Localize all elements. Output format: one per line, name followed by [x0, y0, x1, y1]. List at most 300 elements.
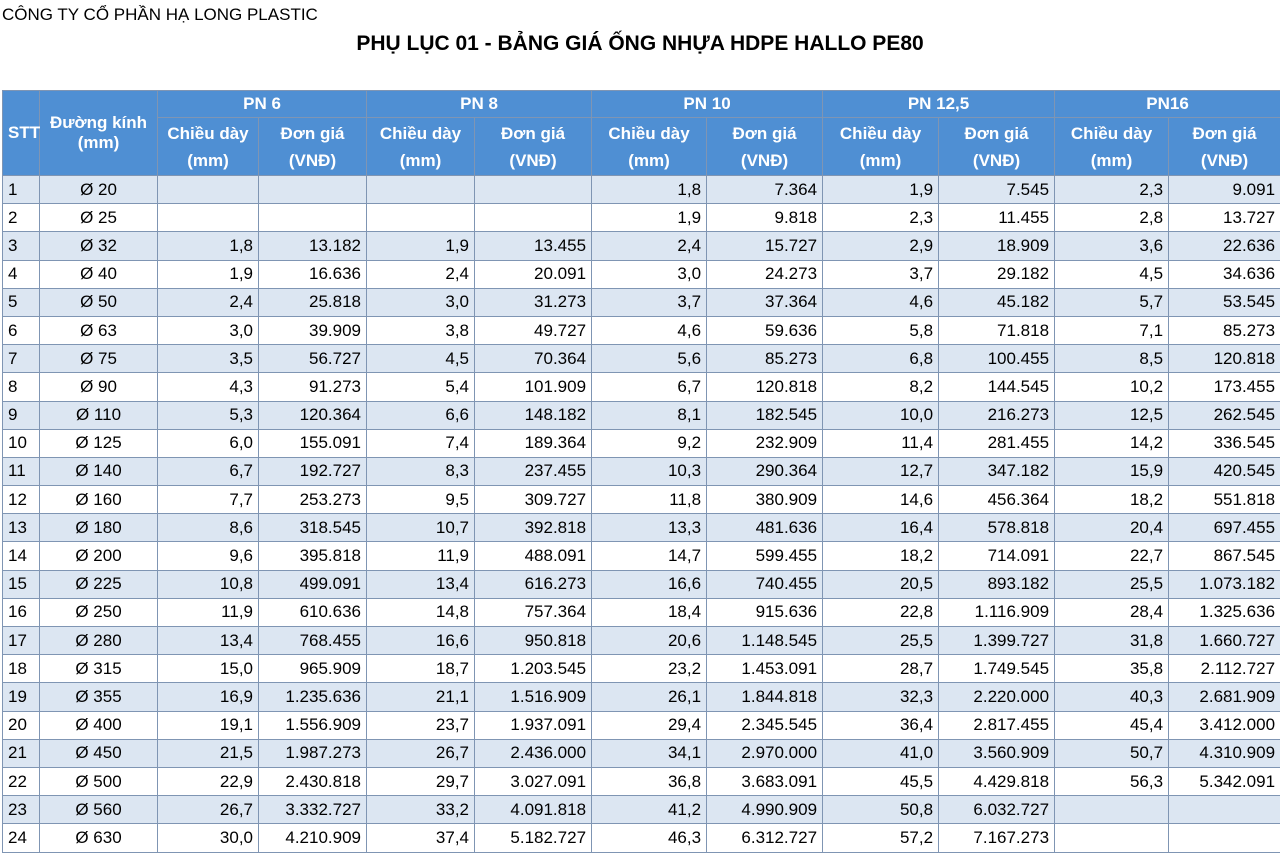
price-cell: 499.091 — [259, 570, 367, 598]
header-diameter-label: Đường kính — [45, 113, 152, 133]
diameter-cell: Ø 200 — [40, 542, 158, 570]
thickness-cell: 6,6 — [367, 401, 475, 429]
price-cell: 120.818 — [707, 373, 823, 401]
thickness-cell: 14,8 — [367, 598, 475, 626]
diameter-cell: Ø 500 — [40, 767, 158, 795]
thickness-cell: 18,2 — [1055, 486, 1169, 514]
price-cell: 3.683.091 — [707, 767, 823, 795]
price-cell: 13.455 — [475, 232, 592, 260]
diameter-cell: Ø 355 — [40, 683, 158, 711]
price-cell: 39.909 — [259, 316, 367, 344]
diameter-cell: Ø 560 — [40, 796, 158, 824]
thickness-cell: 8,3 — [367, 457, 475, 485]
price-cell: 1.660.727 — [1169, 627, 1280, 655]
header-price-label: Đơn giá — [1174, 120, 1275, 147]
price-cell: 2.112.727 — [1169, 655, 1280, 683]
header-thickness-unit: (mm) — [372, 147, 469, 174]
price-cell: 5.342.091 — [1169, 767, 1280, 795]
thickness-cell: 6,7 — [592, 373, 707, 401]
price-cell: 262.545 — [1169, 401, 1280, 429]
table-row — [3, 429, 1280, 457]
price-cell: 4.091.818 — [475, 796, 592, 824]
price-cell: 13.182 — [259, 232, 367, 260]
thickness-cell: 16,9 — [158, 683, 259, 711]
thickness-cell: 1,8 — [158, 232, 259, 260]
thickness-cell: 10,3 — [592, 457, 707, 485]
price-cell — [475, 176, 592, 204]
price-cell: 6.312.727 — [707, 824, 823, 852]
thickness-cell: 4,5 — [367, 345, 475, 373]
thickness-cell: 3,0 — [367, 288, 475, 316]
thickness-cell: 2,8 — [1055, 204, 1169, 232]
stt-cell: 23 — [3, 796, 40, 824]
stt-cell: 13 — [3, 514, 40, 542]
price-cell: 34.636 — [1169, 260, 1280, 288]
table-row — [3, 767, 1280, 795]
price-cell: 336.545 — [1169, 429, 1280, 457]
table-row — [3, 373, 1280, 401]
price-cell: 768.455 — [259, 627, 367, 655]
price-cell: 4.310.909 — [1169, 739, 1280, 767]
thickness-cell: 18,2 — [823, 542, 939, 570]
price-cell: 7.364 — [707, 176, 823, 204]
price-cell: 867.545 — [1169, 542, 1280, 570]
thickness-cell: 3,5 — [158, 345, 259, 373]
table-body — [3, 176, 1280, 853]
table-row — [3, 316, 1280, 344]
table-row — [3, 824, 1280, 852]
diameter-cell: Ø 40 — [40, 260, 158, 288]
thickness-cell: 50,7 — [1055, 739, 1169, 767]
thickness-cell: 36,8 — [592, 767, 707, 795]
stt-cell: 9 — [3, 401, 40, 429]
price-cell: 1.325.636 — [1169, 598, 1280, 626]
stt-cell: 5 — [3, 288, 40, 316]
price-cell: 1.937.091 — [475, 711, 592, 739]
thickness-cell: 14,2 — [1055, 429, 1169, 457]
thickness-cell: 40,3 — [1055, 683, 1169, 711]
price-cell — [1169, 824, 1280, 852]
price-cell: 1.399.727 — [939, 627, 1055, 655]
diameter-cell: Ø 225 — [40, 570, 158, 598]
price-cell: 616.273 — [475, 570, 592, 598]
thickness-cell: 23,2 — [592, 655, 707, 683]
price-cell: 2.220.000 — [939, 683, 1055, 711]
price-cell: 2.970.000 — [707, 739, 823, 767]
diameter-cell: Ø 110 — [40, 401, 158, 429]
thickness-cell: 18,4 — [592, 598, 707, 626]
stt-cell: 16 — [3, 598, 40, 626]
price-cell: 5.182.727 — [475, 824, 592, 852]
header-price — [939, 118, 1055, 176]
price-cell: 1.203.545 — [475, 655, 592, 683]
price-cell: 488.091 — [475, 542, 592, 570]
thickness-cell: 26,7 — [367, 739, 475, 767]
thickness-cell: 45,4 — [1055, 711, 1169, 739]
thickness-cell: 25,5 — [1055, 570, 1169, 598]
thickness-cell: 25,5 — [823, 627, 939, 655]
price-cell: 4.210.909 — [259, 824, 367, 852]
price-cell: 71.818 — [939, 316, 1055, 344]
table-row — [3, 401, 1280, 429]
price-cell: 59.636 — [707, 316, 823, 344]
table-row — [3, 232, 1280, 260]
diameter-cell: Ø 250 — [40, 598, 158, 626]
stt-cell: 19 — [3, 683, 40, 711]
thickness-cell: 7,7 — [158, 486, 259, 514]
price-cell: 1.987.273 — [259, 739, 367, 767]
thickness-cell: 3,6 — [1055, 232, 1169, 260]
thickness-cell: 6,0 — [158, 429, 259, 457]
diameter-cell: Ø 90 — [40, 373, 158, 401]
table-row — [3, 711, 1280, 739]
thickness-cell: 22,7 — [1055, 542, 1169, 570]
thickness-cell: 36,4 — [823, 711, 939, 739]
thickness-cell: 11,9 — [158, 598, 259, 626]
stt-cell: 20 — [3, 711, 40, 739]
thickness-cell: 12,7 — [823, 457, 939, 485]
price-cell: 599.455 — [707, 542, 823, 570]
thickness-cell: 41,0 — [823, 739, 939, 767]
price-cell: 18.909 — [939, 232, 1055, 260]
price-cell: 31.273 — [475, 288, 592, 316]
price-cell: 148.182 — [475, 401, 592, 429]
price-cell: 120.364 — [259, 401, 367, 429]
table-row — [3, 288, 1280, 316]
diameter-cell: Ø 50 — [40, 288, 158, 316]
header-group-pn8: PN 8 — [367, 91, 592, 118]
price-cell: 380.909 — [707, 486, 823, 514]
header-price — [707, 118, 823, 176]
table-row — [3, 486, 1280, 514]
table-row — [3, 204, 1280, 232]
price-cell: 3.332.727 — [259, 796, 367, 824]
table-row — [3, 598, 1280, 626]
price-cell: 232.909 — [707, 429, 823, 457]
header-price-label: Đơn giá — [944, 120, 1049, 147]
header-thickness-unit: (mm) — [163, 147, 253, 174]
header-thickness-label: Chiều dày — [828, 120, 933, 147]
price-cell: 392.818 — [475, 514, 592, 542]
thickness-cell: 22,9 — [158, 767, 259, 795]
thickness-cell: 20,5 — [823, 570, 939, 598]
stt-cell: 3 — [3, 232, 40, 260]
price-cell: 757.364 — [475, 598, 592, 626]
thickness-cell: 28,7 — [823, 655, 939, 683]
price-cell: 1.749.545 — [939, 655, 1055, 683]
header-thickness — [823, 118, 939, 176]
thickness-cell: 7,1 — [1055, 316, 1169, 344]
header-price — [475, 118, 592, 176]
price-cell: 2.817.455 — [939, 711, 1055, 739]
header-thickness — [158, 118, 259, 176]
price-cell: 1.453.091 — [707, 655, 823, 683]
thickness-cell: 10,8 — [158, 570, 259, 598]
price-cell: 1.148.545 — [707, 627, 823, 655]
thickness-cell: 13,3 — [592, 514, 707, 542]
header-thickness-label: Chiều dày — [597, 120, 701, 147]
header-thickness — [367, 118, 475, 176]
thickness-cell: 21,5 — [158, 739, 259, 767]
table-row — [3, 176, 1280, 204]
header-stt: STT — [3, 91, 40, 176]
price-cell: 2.345.545 — [707, 711, 823, 739]
price-cell: 182.545 — [707, 401, 823, 429]
price-cell: 395.818 — [259, 542, 367, 570]
price-cell: 37.364 — [707, 288, 823, 316]
diameter-cell: Ø 75 — [40, 345, 158, 373]
table-row — [3, 796, 1280, 824]
stt-cell: 11 — [3, 457, 40, 485]
table-row — [3, 655, 1280, 683]
thickness-cell: 3,0 — [158, 316, 259, 344]
page-title: PHỤ LỤC 01 - BẢNG GIÁ ỐNG NHỰA HDPE HALLO PE80 — [0, 32, 1280, 56]
thickness-cell: 5,4 — [367, 373, 475, 401]
price-cell: 420.545 — [1169, 457, 1280, 485]
price-cell: 237.455 — [475, 457, 592, 485]
table-header — [3, 91, 1280, 176]
thickness-cell: 2,3 — [1055, 176, 1169, 204]
thickness-cell: 20,4 — [1055, 514, 1169, 542]
thickness-cell: 9,6 — [158, 542, 259, 570]
thickness-cell: 4,5 — [1055, 260, 1169, 288]
thickness-cell: 5,3 — [158, 401, 259, 429]
thickness-cell: 18,7 — [367, 655, 475, 683]
table-row — [3, 683, 1280, 711]
price-cell: 481.636 — [707, 514, 823, 542]
diameter-cell: Ø 25 — [40, 204, 158, 232]
price-cell: 16.636 — [259, 260, 367, 288]
header-thickness — [1055, 118, 1169, 176]
thickness-cell: 29,7 — [367, 767, 475, 795]
price-cell: 155.091 — [259, 429, 367, 457]
table-row — [3, 627, 1280, 655]
subheader-row — [3, 118, 1280, 176]
price-cell: 893.182 — [939, 570, 1055, 598]
thickness-cell: 2,4 — [158, 288, 259, 316]
thickness-cell: 1,8 — [592, 176, 707, 204]
thickness-cell — [158, 176, 259, 204]
thickness-cell: 13,4 — [367, 570, 475, 598]
thickness-cell: 22,8 — [823, 598, 939, 626]
thickness-cell: 6,7 — [158, 457, 259, 485]
thickness-cell: 33,2 — [367, 796, 475, 824]
price-cell: 1.516.909 — [475, 683, 592, 711]
header-price-unit: (VNĐ) — [712, 147, 817, 174]
thickness-cell: 5,8 — [823, 316, 939, 344]
stt-cell: 15 — [3, 570, 40, 598]
thickness-cell: 8,5 — [1055, 345, 1169, 373]
price-cell: 216.273 — [939, 401, 1055, 429]
price-cell — [1169, 796, 1280, 824]
price-cell: 144.545 — [939, 373, 1055, 401]
diameter-cell: Ø 125 — [40, 429, 158, 457]
price-cell: 120.818 — [1169, 345, 1280, 373]
thickness-cell: 3,8 — [367, 316, 475, 344]
price-cell: 1.556.909 — [259, 711, 367, 739]
thickness-cell: 23,7 — [367, 711, 475, 739]
thickness-cell: 56,3 — [1055, 767, 1169, 795]
thickness-cell: 13,4 — [158, 627, 259, 655]
thickness-cell: 34,1 — [592, 739, 707, 767]
header-price-unit: (VNĐ) — [1174, 147, 1275, 174]
diameter-cell: Ø 180 — [40, 514, 158, 542]
header-diameter — [40, 91, 158, 176]
stt-cell: 8 — [3, 373, 40, 401]
price-cell: 70.364 — [475, 345, 592, 373]
price-cell: 29.182 — [939, 260, 1055, 288]
price-cell: 56.727 — [259, 345, 367, 373]
stt-cell: 12 — [3, 486, 40, 514]
thickness-cell: 9,2 — [592, 429, 707, 457]
stt-cell: 10 — [3, 429, 40, 457]
price-cell: 1.116.909 — [939, 598, 1055, 626]
header-thickness-label: Chiều dày — [1060, 120, 1163, 147]
diameter-cell: Ø 63 — [40, 316, 158, 344]
thickness-cell: 5,7 — [1055, 288, 1169, 316]
header-thickness-unit: (mm) — [828, 147, 933, 174]
stt-cell: 22 — [3, 767, 40, 795]
thickness-cell: 14,6 — [823, 486, 939, 514]
thickness-cell: 46,3 — [592, 824, 707, 852]
thickness-cell: 31,8 — [1055, 627, 1169, 655]
price-cell: 3.027.091 — [475, 767, 592, 795]
price-cell: 15.727 — [707, 232, 823, 260]
price-cell: 13.727 — [1169, 204, 1280, 232]
thickness-cell — [1055, 824, 1169, 852]
price-cell: 290.364 — [707, 457, 823, 485]
stt-cell: 4 — [3, 260, 40, 288]
thickness-cell: 11,4 — [823, 429, 939, 457]
price-cell — [259, 176, 367, 204]
thickness-cell: 41,2 — [592, 796, 707, 824]
thickness-cell: 15,9 — [1055, 457, 1169, 485]
header-thickness-unit: (mm) — [597, 147, 701, 174]
diameter-cell: Ø 32 — [40, 232, 158, 260]
price-cell: 456.364 — [939, 486, 1055, 514]
header-price-unit: (VNĐ) — [480, 147, 586, 174]
thickness-cell: 2,4 — [592, 232, 707, 260]
header-group-pn10: PN 10 — [592, 91, 823, 118]
thickness-cell: 35,8 — [1055, 655, 1169, 683]
thickness-cell: 10,0 — [823, 401, 939, 429]
thickness-cell: 11,9 — [367, 542, 475, 570]
thickness-cell: 5,6 — [592, 345, 707, 373]
company-name: CÔNG TY CỔ PHẦN HẠ LONG PLASTIC — [2, 5, 318, 25]
thickness-cell: 6,8 — [823, 345, 939, 373]
thickness-cell: 7,4 — [367, 429, 475, 457]
header-group-pn6: PN 6 — [158, 91, 367, 118]
price-cell: 950.818 — [475, 627, 592, 655]
header-price-label: Đơn giá — [480, 120, 586, 147]
thickness-cell: 1,9 — [592, 204, 707, 232]
price-cell: 915.636 — [707, 598, 823, 626]
thickness-cell: 10,7 — [367, 514, 475, 542]
thickness-cell: 3,7 — [823, 260, 939, 288]
price-cell: 11.455 — [939, 204, 1055, 232]
diameter-cell: Ø 280 — [40, 627, 158, 655]
thickness-cell: 45,5 — [823, 767, 939, 795]
price-cell — [475, 204, 592, 232]
thickness-cell: 16,6 — [592, 570, 707, 598]
price-cell: 347.182 — [939, 457, 1055, 485]
price-cell: 7.167.273 — [939, 824, 1055, 852]
price-cell: 309.727 — [475, 486, 592, 514]
price-cell: 2.436.000 — [475, 739, 592, 767]
price-cell: 740.455 — [707, 570, 823, 598]
thickness-cell — [367, 204, 475, 232]
header-price — [259, 118, 367, 176]
thickness-cell: 12,5 — [1055, 401, 1169, 429]
price-cell: 53.545 — [1169, 288, 1280, 316]
thickness-cell: 9,5 — [367, 486, 475, 514]
header-price-unit: (VNĐ) — [264, 147, 361, 174]
header-price-label: Đơn giá — [712, 120, 817, 147]
thickness-cell: 4,6 — [823, 288, 939, 316]
thickness-cell: 10,2 — [1055, 373, 1169, 401]
table-row — [3, 570, 1280, 598]
price-cell: 49.727 — [475, 316, 592, 344]
thickness-cell: 30,0 — [158, 824, 259, 852]
thickness-cell: 1,9 — [367, 232, 475, 260]
price-cell: 173.455 — [1169, 373, 1280, 401]
table-row — [3, 457, 1280, 485]
thickness-cell: 2,9 — [823, 232, 939, 260]
thickness-cell: 21,1 — [367, 683, 475, 711]
thickness-cell: 16,6 — [367, 627, 475, 655]
price-cell: 85.273 — [707, 345, 823, 373]
price-cell: 91.273 — [259, 373, 367, 401]
table-row — [3, 260, 1280, 288]
price-cell: 1.073.182 — [1169, 570, 1280, 598]
header-price-label: Đơn giá — [264, 120, 361, 147]
thickness-cell: 37,4 — [367, 824, 475, 852]
stt-cell: 1 — [3, 176, 40, 204]
price-cell: 3.412.000 — [1169, 711, 1280, 739]
thickness-cell: 26,1 — [592, 683, 707, 711]
thickness-cell: 19,1 — [158, 711, 259, 739]
header-group-pn12-5: PN 12,5 — [823, 91, 1055, 118]
price-cell: 2.430.818 — [259, 767, 367, 795]
thickness-cell: 20,6 — [592, 627, 707, 655]
thickness-cell: 50,8 — [823, 796, 939, 824]
diameter-cell: Ø 630 — [40, 824, 158, 852]
stt-cell: 2 — [3, 204, 40, 232]
price-cell: 4.990.909 — [707, 796, 823, 824]
diameter-cell: Ø 400 — [40, 711, 158, 739]
thickness-cell: 26,7 — [158, 796, 259, 824]
stt-cell: 21 — [3, 739, 40, 767]
thickness-cell: 57,2 — [823, 824, 939, 852]
thickness-cell: 3,0 — [592, 260, 707, 288]
thickness-cell — [158, 204, 259, 232]
price-cell: 6.032.727 — [939, 796, 1055, 824]
price-cell: 45.182 — [939, 288, 1055, 316]
stt-cell: 17 — [3, 627, 40, 655]
thickness-cell: 2,4 — [367, 260, 475, 288]
header-diameter-unit: (mm) — [45, 133, 152, 153]
header-price-unit: (VNĐ) — [944, 147, 1049, 174]
table-row — [3, 345, 1280, 373]
thickness-cell: 14,7 — [592, 542, 707, 570]
thickness-cell: 11,8 — [592, 486, 707, 514]
thickness-cell: 16,4 — [823, 514, 939, 542]
thickness-cell: 8,1 — [592, 401, 707, 429]
thickness-cell: 29,4 — [592, 711, 707, 739]
price-table — [2, 90, 1280, 853]
stt-cell: 18 — [3, 655, 40, 683]
thickness-cell: 32,3 — [823, 683, 939, 711]
